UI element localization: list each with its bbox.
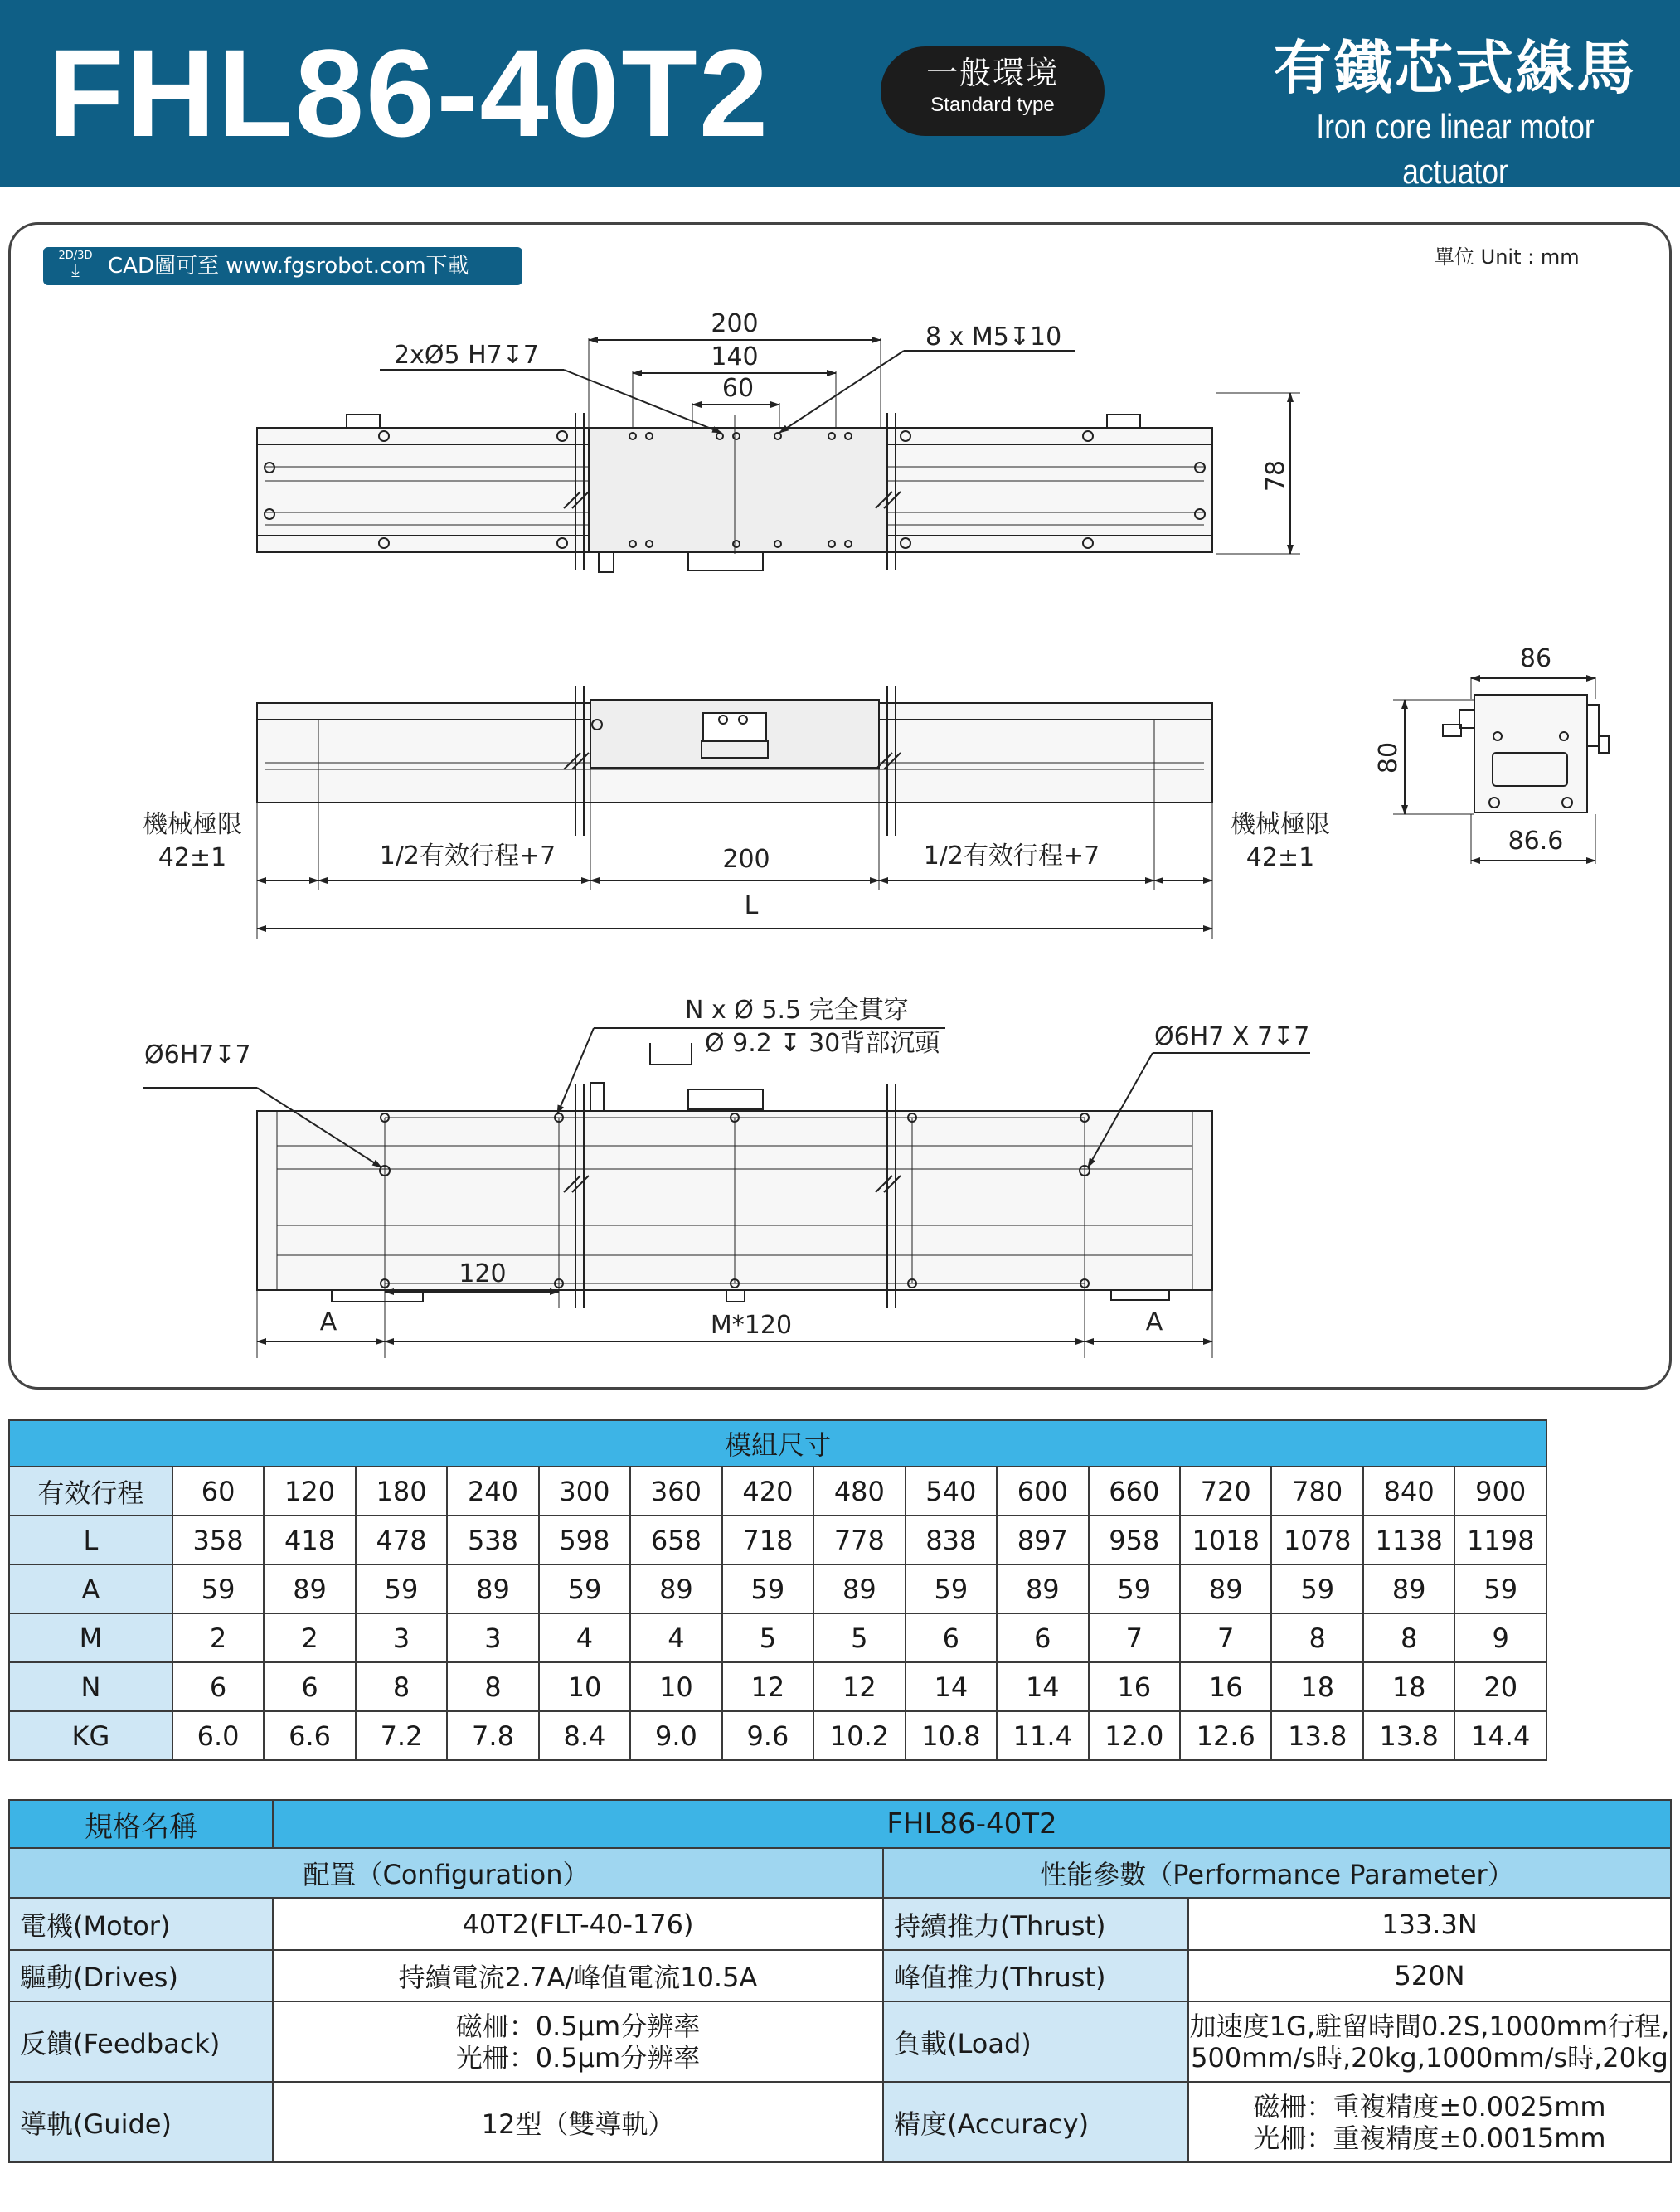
dim-cell: 10 (539, 1662, 630, 1711)
dim-cell: 13.8 (1363, 1711, 1454, 1760)
half-stroke-left: 1/2有效行程+7 (379, 842, 556, 871)
dim-cell: 14 (997, 1662, 1088, 1711)
specification-table (8, 1799, 1672, 2163)
screw-hole-note: 8 x M5↧10 (925, 323, 1062, 352)
header-banner (0, 0, 1680, 191)
dim-cell: 7 (1180, 1613, 1271, 1662)
dim-cell: 958 (1089, 1516, 1180, 1564)
dim-cell: 1018 (1180, 1516, 1271, 1564)
dim-cell: 16 (1180, 1662, 1271, 1711)
accuracy-label: 精度(Accuracy) (883, 2082, 1188, 2162)
dim-width-86-6: 86.6 (1508, 827, 1564, 856)
spec-name-row (9, 1800, 1671, 1848)
dim-cell: 8 (1363, 1613, 1454, 1662)
dim-cell: 11.4 (997, 1711, 1088, 1760)
dim-cell: 5 (722, 1613, 813, 1662)
dim-cell: 2 (172, 1613, 264, 1662)
dim-cell: 89 (1363, 1564, 1454, 1613)
load-value (1188, 2001, 1671, 2082)
spec-name-value: FHL86-40T2 (273, 1800, 1671, 1848)
dim-cell: 89 (447, 1564, 538, 1613)
dim-60: 60 (721, 374, 755, 403)
dim-cell: 9 (1454, 1613, 1546, 1662)
dim-cell: 13.8 (1271, 1711, 1362, 1760)
dim-cell: 59 (1454, 1564, 1546, 1613)
motor-label: 電機(Motor) (9, 1898, 273, 1950)
dim-cell: 540 (906, 1467, 997, 1516)
dim-cell: 2 (264, 1613, 355, 1662)
bottom-view (143, 1028, 1310, 1358)
dim-cell: 658 (630, 1516, 721, 1564)
dim-width-86: 86 (1519, 644, 1552, 673)
guide-value: 12型（雙導軌） (273, 2082, 883, 2162)
dim-cell: 18 (1271, 1662, 1362, 1711)
feedback-value (273, 2001, 883, 2082)
counterbore-note: Ø 9.2 ↧ 30背部沉頭 (705, 1029, 940, 1058)
continuous-thrust-value: 133.3N (1188, 1898, 1671, 1950)
dim-row-label: A (9, 1564, 172, 1613)
dim-cell: 897 (997, 1516, 1088, 1564)
accuracy-line-magnetic: 磁柵：重複精度±0.0025mm (1253, 2090, 1606, 2122)
pin-hole-left-note: Ø6H7↧7 (144, 1041, 251, 1070)
cad-download-link[interactable]: CAD圖可至 www.fgsrobot.com下載 (108, 254, 469, 279)
dim-cell: 360 (630, 1467, 721, 1516)
dim-table-row (9, 1613, 1546, 1662)
dim-cell: 89 (264, 1564, 355, 1613)
dim-cell: 600 (997, 1467, 1088, 1516)
dim-cell: 10.2 (813, 1711, 905, 1760)
module-dimension-table (8, 1419, 1547, 1761)
dim-200-carriage: 200 (722, 845, 770, 874)
mech-limit-right-label: 機械極限 (1231, 810, 1330, 839)
dim-cell: 718 (722, 1516, 813, 1564)
pin-hole-note: 2xØ5 H7↧7 (394, 341, 539, 370)
dim-row-label: KG (9, 1711, 172, 1760)
spec-row-drives (9, 1950, 1671, 2001)
dim-cell: 900 (1454, 1467, 1546, 1516)
dim-row-label: L (9, 1516, 172, 1564)
dim-cell: 180 (356, 1467, 447, 1516)
dim-table-row (9, 1662, 1546, 1711)
dim-table-title-row (9, 1420, 1546, 1467)
dim-cell: 6 (997, 1613, 1088, 1662)
dim-cell: 1078 (1271, 1516, 1362, 1564)
dim-cell: 720 (1180, 1467, 1271, 1516)
dim-M-pitch: M*120 (710, 1311, 793, 1340)
dim-cell: 8 (447, 1662, 538, 1711)
guide-label: 導軌(Guide) (9, 2082, 273, 2162)
dim-cell: 59 (356, 1564, 447, 1613)
accuracy-line-optical: 光柵：重複精度±0.0015mm (1253, 2122, 1606, 2154)
dim-cell: 5 (813, 1613, 905, 1662)
pin-hole-right-note: Ø6H7 X 7↧7 (1154, 1022, 1310, 1051)
dim-table-row (9, 1564, 1546, 1613)
peak-thrust-label: 峰值推力(Thrust) (883, 1950, 1188, 2001)
dim-length-L: L (744, 891, 759, 920)
dim-cell: 1138 (1363, 1516, 1454, 1564)
motor-value: 40T2(FLT-40-176) (273, 1898, 883, 1950)
dim-cell: 59 (906, 1564, 997, 1613)
spec-row-guide (9, 2082, 1671, 2162)
dim-cell: 8 (356, 1662, 447, 1711)
environment-label-en: Standard type (930, 94, 1055, 116)
mech-limit-left-value: 42±1 (158, 843, 227, 872)
drives-label: 驅動(Drives) (9, 1950, 273, 2001)
unit-label: 單位 Unit : mm (1435, 245, 1580, 269)
dim-height-80: 80 (1374, 741, 1403, 774)
dim-200-top: 200 (711, 309, 759, 338)
environment-label-zh: 一般環境 (925, 55, 1059, 91)
dim-140: 140 (711, 342, 759, 371)
dim-cell: 89 (813, 1564, 905, 1613)
side-view (257, 686, 1212, 939)
dim-cell: 9.6 (722, 1711, 813, 1760)
dim-cell: 6 (906, 1613, 997, 1662)
dim-cell: 4 (539, 1613, 630, 1662)
spec-name-label: 規格名稱 (9, 1800, 273, 1848)
dim-height-78: 78 (1261, 459, 1290, 492)
dim-pitch-120: 120 (459, 1259, 507, 1288)
feedback-line-magnetic: 磁柵：0.5μm分辨率 (455, 2010, 701, 2042)
dim-cell: 120 (264, 1467, 355, 1516)
drives-value: 持續電流2.7A/峰值電流10.5A (273, 1950, 883, 2001)
dim-cell: 418 (264, 1516, 355, 1564)
dim-row-label: 有效行程 (9, 1467, 172, 1516)
dim-cell: 10 (630, 1662, 721, 1711)
download-icon: 2D/3D ⤓ (56, 250, 95, 284)
dim-cell: 3 (447, 1613, 538, 1662)
download-icon-label: 2D/3D (58, 250, 93, 262)
dim-cell: 8.4 (539, 1711, 630, 1760)
dim-A-left: A (319, 1307, 337, 1336)
spec-section-row (9, 1848, 1671, 1898)
dim-cell: 6.0 (172, 1711, 264, 1760)
load-label: 負載(Load) (883, 2001, 1188, 2082)
dim-cell: 9.0 (630, 1711, 721, 1760)
dim-A-right: A (1145, 1307, 1163, 1336)
peak-thrust-value: 520N (1188, 1950, 1671, 2001)
load-line-2: 500mm/s時,20kg,1000mm/s時,20kg (1191, 2041, 1668, 2074)
dim-cell: 8 (1271, 1613, 1362, 1662)
dim-cell: 12.6 (1180, 1711, 1271, 1760)
dim-cell: 3 (356, 1613, 447, 1662)
dim-cell: 7 (1089, 1613, 1180, 1662)
dim-cell: 59 (539, 1564, 630, 1613)
dim-cell: 478 (356, 1516, 447, 1564)
product-type-zh: 有鐵芯式線馬 (1274, 34, 1637, 102)
feedback-label: 反饋(Feedback) (9, 2001, 273, 2082)
environment-badge (881, 46, 1105, 136)
dim-cell: 89 (1180, 1564, 1271, 1613)
dim-cell: 480 (813, 1467, 905, 1516)
dim-cell: 89 (997, 1564, 1088, 1613)
end-view (1393, 677, 1609, 864)
dim-cell: 6 (172, 1662, 264, 1711)
config-header: 配置（Configuration） (9, 1848, 883, 1898)
dim-table-row (9, 1711, 1546, 1760)
product-type-en: Iron core linear motor actuator (1316, 107, 1595, 191)
mech-limit-right-value: 42±1 (1245, 843, 1315, 872)
dim-cell: 12.0 (1089, 1711, 1180, 1760)
dim-table-title: 模組尺寸 (9, 1420, 1546, 1467)
continuous-thrust-label: 持續推力(Thrust) (883, 1898, 1188, 1950)
dim-cell: 538 (447, 1516, 538, 1564)
dim-cell: 10.8 (906, 1711, 997, 1760)
dim-cell: 16 (1089, 1662, 1180, 1711)
performance-header: 性能參數（Performance Parameter） (883, 1848, 1671, 1898)
dim-table-row (9, 1516, 1546, 1564)
technical-drawing (0, 222, 1680, 1390)
dim-cell: 59 (1271, 1564, 1362, 1613)
dim-row-label: M (9, 1613, 172, 1662)
accuracy-value (1188, 2082, 1671, 2162)
dim-cell: 4 (630, 1613, 721, 1662)
top-view (257, 338, 1300, 572)
model-title: FHL86-40T2 (48, 23, 770, 163)
dim-cell: 840 (1363, 1467, 1454, 1516)
load-line-1: 加速度1G,駐留時間0.2S,1000mm行程, (1189, 2010, 1670, 2042)
dim-row-label: N (9, 1662, 172, 1711)
mech-limit-left-label: 機械極限 (143, 810, 242, 839)
dim-cell: 7.2 (356, 1711, 447, 1760)
dim-cell: 14.4 (1454, 1711, 1546, 1760)
dim-cell: 240 (447, 1467, 538, 1516)
side-view-labels (143, 810, 1330, 920)
dim-cell: 7.8 (447, 1711, 538, 1760)
dim-cell: 12 (722, 1662, 813, 1711)
dim-cell: 780 (1271, 1467, 1362, 1516)
dim-cell: 778 (813, 1516, 905, 1564)
dim-cell: 1198 (1454, 1516, 1546, 1564)
dim-table-row (9, 1467, 1546, 1516)
dim-cell: 660 (1089, 1467, 1180, 1516)
spec-row-motor (9, 1898, 1671, 1950)
dim-cell: 59 (722, 1564, 813, 1613)
dim-cell: 598 (539, 1516, 630, 1564)
dim-cell: 358 (172, 1516, 264, 1564)
spec-row-feedback (9, 2001, 1671, 2082)
dim-cell: 59 (1089, 1564, 1180, 1613)
dim-cell: 420 (722, 1467, 813, 1516)
dim-cell: 14 (906, 1662, 997, 1711)
dim-cell: 6 (264, 1662, 355, 1711)
half-stroke-right: 1/2有效行程+7 (923, 842, 1100, 871)
feedback-line-optical: 光柵：0.5μm分辨率 (455, 2041, 701, 2074)
dim-cell: 838 (906, 1516, 997, 1564)
dim-cell: 60 (172, 1467, 264, 1516)
dim-cell: 300 (539, 1467, 630, 1516)
dim-cell: 18 (1363, 1662, 1454, 1711)
dim-cell: 20 (1454, 1662, 1546, 1711)
dim-cell: 12 (813, 1662, 905, 1711)
dim-cell: 89 (630, 1564, 721, 1613)
through-hole-note: N x Ø 5.5 完全貫穿 (685, 996, 909, 1025)
dim-cell: 59 (172, 1564, 264, 1613)
dim-cell: 6.6 (264, 1711, 355, 1760)
